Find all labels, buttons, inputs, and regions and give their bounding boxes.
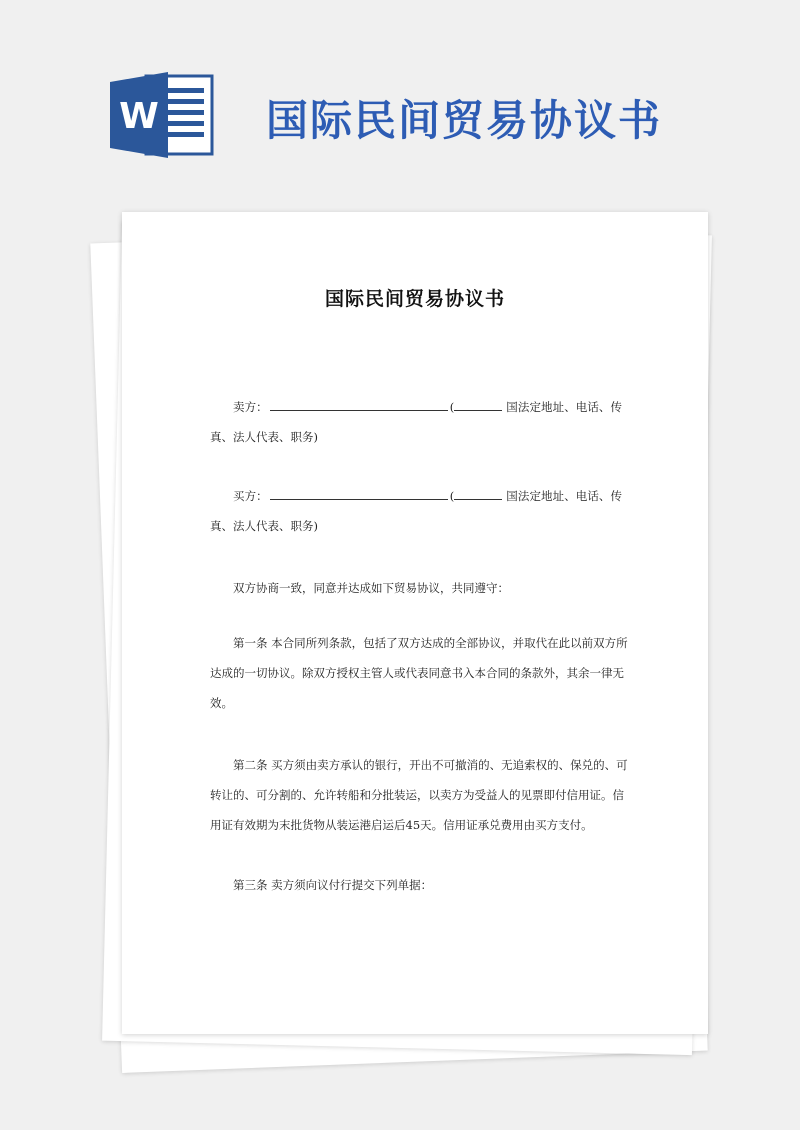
buyer-label: 买方： <box>233 489 268 503</box>
article-3-line: 第三条 卖方须向议付行提交下列单据： <box>233 878 433 892</box>
word-logo-letter: W <box>119 96 159 137</box>
article-3-paragraph <box>210 870 622 900</box>
article-2-line: 用证有效期为末批货物从装运港启运后45天。信用证承兑费用由买方支付。 <box>210 818 593 832</box>
buyer-paragraph <box>210 481 622 541</box>
seller-note-2: 真、法人代表、职务) <box>210 430 318 444</box>
article-2-paragraph <box>210 750 628 840</box>
article-1-paragraph <box>210 628 628 718</box>
article-1-line: 效。 <box>210 696 233 710</box>
article-1-line: 达成的一切协议。除双方授权主管人或代表同意书入本合同的条款外，其余一律无 <box>210 666 624 680</box>
buyer-name-blank[interactable] <box>270 488 448 500</box>
seller-country-blank[interactable] <box>454 399 502 411</box>
buyer-line-1 <box>210 481 622 511</box>
buyer-note-1: 国法定地址、电话、传 <box>506 489 623 503</box>
document-title: 国际民间贸易协议书 <box>324 288 505 310</box>
intro-text: 双方协商一致，同意并达成如下贸易协议，共同遵守： <box>233 581 509 595</box>
buyer-note-2: 真、法人代表、职务) <box>210 519 318 533</box>
banner-title: 国际民间贸易协议书 <box>266 96 663 145</box>
seller-note-1: 国法定地址、电话、传 <box>506 400 623 414</box>
seller-paren: ( <box>449 400 455 414</box>
document-page <box>122 212 708 1034</box>
intro-paragraph <box>210 573 622 603</box>
seller-line-1 <box>210 392 622 422</box>
buyer-country-blank[interactable] <box>454 488 502 500</box>
article-1-line: 第一条 本合同所列条款，包括了双方达成的全部协议，并取代在此以前双方所 <box>233 636 628 650</box>
seller-label: 卖方： <box>233 400 268 414</box>
buyer-paren: ( <box>449 489 455 503</box>
seller-paragraph <box>210 392 622 452</box>
word-logo-icon <box>110 72 214 158</box>
article-2-line: 第二条 买方须由卖方承认的银行，开出不可撤消的、无追索权的、保兑的、可 <box>233 758 628 772</box>
seller-name-blank[interactable] <box>270 399 448 411</box>
article-2-line: 转让的、可分割的、允许转船和分批装运，以卖方为受益人的见票即付信用证。信 <box>210 788 624 802</box>
